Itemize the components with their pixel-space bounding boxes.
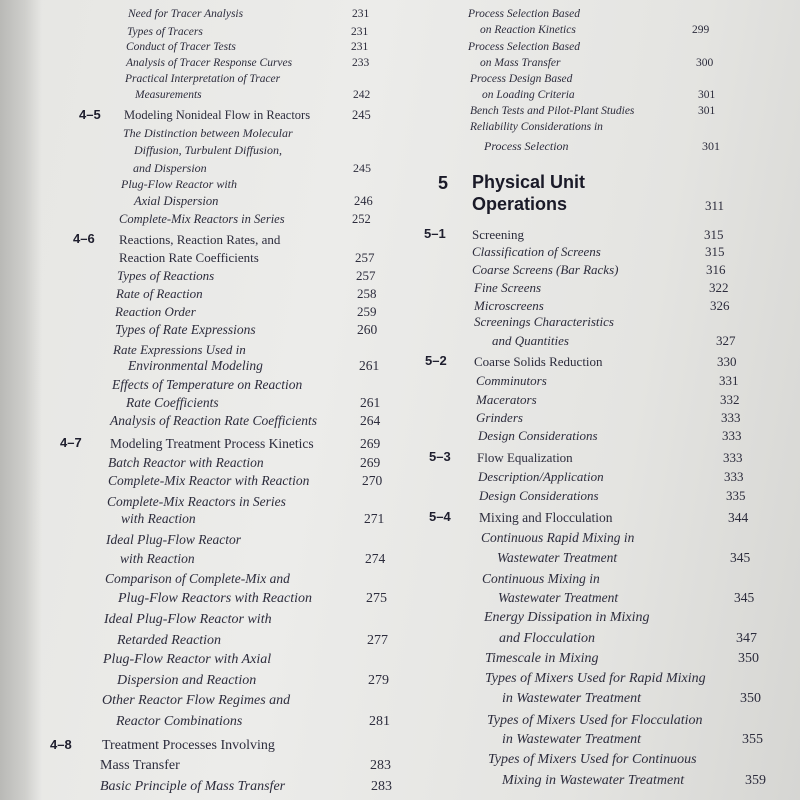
toc-left-entry-title: The Distinction between Molecular [123, 126, 293, 140]
toc-right-section-number: 5–3 [429, 449, 451, 464]
toc-right-page-number: 316 [706, 262, 726, 277]
toc-left-entry-title: Measurements [135, 89, 202, 101]
toc-left-page-number: 281 [369, 714, 390, 729]
toc-left-entry-title: and Dispersion [133, 161, 207, 175]
toc-right-page-number: 344 [728, 510, 749, 525]
toc-right-page-number: 350 [738, 651, 759, 666]
toc-left-page-number: 242 [353, 89, 371, 101]
toc-right-entry-title: Coarse Screens (Bar Racks) [472, 262, 619, 277]
toc-left-page-number: 277 [367, 633, 388, 648]
toc-left-entry-title: Modeling Treatment Process Kinetics [110, 436, 314, 451]
toc-left-page-number: 275 [366, 591, 387, 606]
toc-left-entry-title: Dispersion and Reaction [117, 673, 257, 688]
toc-left-page-number: 269 [360, 455, 381, 470]
toc-left-page-number: 257 [355, 250, 375, 265]
toc-right-page-number: 350 [740, 691, 761, 706]
toc-left-page-number: 283 [371, 779, 392, 794]
toc-right-page-number: 355 [742, 732, 763, 747]
toc-right-section-number: 5–2 [425, 353, 447, 368]
toc-left-page-number: 261 [359, 358, 380, 373]
toc-left-page-number: 245 [352, 108, 371, 122]
toc-right-page-number: 333 [722, 428, 742, 443]
toc-right-entry-title: Screenings Characteristics [474, 314, 614, 329]
toc-right-entry-title: and Quantities [492, 333, 569, 348]
toc-right-entry-title: Macerators [476, 392, 537, 407]
toc-right-entry-title: Reliability Considerations in [470, 121, 603, 133]
toc-right-page-number: 322 [709, 280, 729, 295]
toc-right-entry-title: Mixing in Wastewater Treatment [502, 773, 685, 788]
toc-left-entry-title: Analysis of Reaction Rate Coefficients [110, 413, 317, 428]
toc-right-entry-title: Screening [472, 227, 524, 242]
toc-left-entry-title: Plug-Flow Reactor with Axial [103, 652, 272, 667]
toc-left-entry-title: Types of Rate Expressions [115, 322, 256, 337]
toc-right-entry-title: Comminutors [476, 373, 547, 388]
toc-right-page-number: 327 [716, 333, 736, 348]
toc-right-section-number: 5–4 [429, 509, 451, 524]
toc-right-entry-title: and Flocculation [499, 631, 596, 646]
toc-left-entry-title: Mass Transfer [100, 758, 180, 773]
toc-right-page-number: 301 [698, 89, 716, 101]
toc-right-page-number: 333 [721, 410, 741, 425]
toc-left-page-number: 246 [354, 194, 373, 208]
toc-left-entry-title: Practical Interpretation of Tracer [125, 73, 281, 85]
toc-right-page-number: 332 [720, 392, 740, 407]
toc-left-entry-title: Complete-Mix Reactor with Reaction [108, 473, 310, 488]
toc-left-entry-title: Effects of Temperature on Reaction [112, 377, 303, 392]
toc-right-entry-title: Grinders [476, 410, 523, 425]
toc-right-page-number: 345 [730, 550, 751, 565]
chapter-title-line2: Operations [472, 194, 568, 214]
toc-left-page-number: 271 [364, 511, 385, 526]
toc-left-entry-title: Types of Tracers [127, 26, 203, 38]
toc-right-page-number: 315 [704, 227, 724, 242]
toc-left-page-number: 264 [360, 413, 381, 428]
toc-right-page-number: 301 [698, 105, 716, 117]
toc-left-entry-title: Rate Coefficients [126, 395, 219, 410]
toc-right-entry-title: Process Design Based [470, 73, 573, 85]
toc-left-page-number: 270 [362, 473, 383, 488]
toc-left-entry-title: Axial Dispersion [134, 194, 219, 208]
toc-left-entry-title: Ideal Plug-Flow Reactor with [104, 612, 272, 627]
toc-left-entry-title: Treatment Processes Involving [102, 738, 275, 753]
toc-right-entry-title: Process Selection Based [468, 8, 580, 20]
toc-left-entry-title: with Reaction [120, 551, 195, 566]
chapter-page-number: 311 [705, 198, 725, 213]
toc-right-entry-title: Microscreens [474, 298, 544, 313]
toc-right-entry-title: Process Selection [484, 139, 569, 153]
toc-left-page-number: 269 [360, 436, 381, 451]
toc-left-entry-title: with Reaction [121, 511, 196, 526]
toc-right-entry-title: Bench Tests and Pilot-Plant Studies [470, 105, 635, 117]
toc-right-entry-title: Classification of Screens [472, 244, 601, 259]
toc-left-entry-title: Reaction Order [115, 304, 196, 319]
toc-right-entry-title: in Wastewater Treatment [502, 732, 641, 747]
toc-left-entry-title: Ideal Plug-Flow Reactor [106, 532, 241, 547]
toc-right-entry-title: Process Selection Based [468, 41, 580, 53]
toc-left-page-number: 233 [352, 57, 370, 69]
toc-left-entry-title: Complete-Mix Reactors in Series [119, 212, 285, 226]
toc-right-entry-title: Coarse Solids Reduction [474, 354, 603, 369]
toc-left-entry-title: Comparison of Complete-Mix and [105, 571, 290, 586]
toc-left-entry-title: Complete-Mix Reactors in Series [107, 494, 286, 509]
toc-left-page-number: 231 [352, 8, 370, 20]
toc-left-entry-title: Retarded Reaction [117, 633, 222, 648]
toc-right-entry-title: Continuous Mixing in [482, 571, 600, 586]
toc-right-page-number: 299 [692, 24, 710, 36]
toc-left-entry-title: Analysis of Tracer Response Curves [126, 57, 293, 69]
toc-right-page-number: 326 [710, 298, 730, 313]
toc-left-entry-title: Plug-Flow Reactor with [121, 177, 237, 191]
toc-left-entry-title: Environmental Modeling [128, 358, 263, 373]
toc-right-entry-title: Types of Mixers Used for Continuous [488, 752, 697, 767]
toc-left-entry-title: Basic Principle of Mass Transfer [100, 779, 286, 794]
toc-left-page-number: 274 [365, 551, 386, 566]
toc-left-section-number: 4–5 [79, 107, 101, 122]
toc-right-entry-title: Energy Dissipation in Mixing [484, 610, 650, 625]
toc-left-entry-title: Reactor Combinations [116, 714, 243, 729]
toc-left-section-number: 4–8 [50, 737, 72, 752]
toc-left-page-number: 258 [357, 286, 377, 301]
toc-left-page-number: 279 [368, 673, 389, 688]
toc-right-page-number: 331 [719, 373, 739, 388]
toc-left-entry-title: Conduct of Tracer Tests [126, 41, 236, 53]
toc-right-page-number: 333 [724, 469, 744, 484]
toc-left-page-number: 231 [351, 26, 369, 38]
toc-right-entry-title: Mixing and Flocculation [479, 510, 613, 525]
toc-right-entry-title: Fine Screens [474, 280, 542, 295]
toc-right-entry-title: Timescale in Mixing [485, 651, 599, 666]
toc-right-column [400, 0, 800, 800]
toc-right-entry-title: Wastewater Treatment [498, 590, 619, 605]
toc-left-page-number: 259 [357, 304, 377, 319]
toc-left-entry-title: Reaction Rate Coefficients [119, 250, 259, 265]
toc-right-page-number: 359 [745, 773, 766, 788]
chapter-title-line1: Physical Unit [472, 172, 586, 192]
toc-left-page-number: 261 [360, 395, 381, 410]
toc-right-page-number: 335 [726, 488, 746, 503]
toc-right-entry-title: on Mass Transfer [480, 57, 561, 69]
toc-left-page-number: 245 [353, 161, 371, 175]
toc-right-page-number: 300 [696, 57, 714, 69]
toc-right-entry-title: on Loading Criteria [482, 89, 575, 101]
toc-right-page-number: 333 [723, 450, 743, 465]
toc-right-entry-title: Wastewater Treatment [497, 550, 618, 565]
toc-right-entry-title: Types of Mixers Used for Flocculation [487, 713, 703, 728]
toc-left-entry-title: Need for Tracer Analysis [128, 8, 244, 20]
toc-left-page-number: 257 [356, 268, 376, 283]
toc-left-entry-title: Batch Reactor with Reaction [108, 455, 264, 470]
toc-right-entry-title: in Wastewater Treatment [502, 691, 641, 706]
toc-left-page-number: 252 [352, 212, 371, 226]
toc-left-page-number: 260 [357, 322, 378, 337]
toc-left-section-number: 4–6 [73, 231, 95, 246]
toc-right-entry-title: on Reaction Kinetics [480, 24, 576, 36]
toc-right-page-number: 330 [717, 354, 737, 369]
toc-left-entry-title: Reactions, Reaction Rates, and [119, 232, 281, 247]
toc-right-page-number: 301 [702, 139, 720, 153]
toc-right-entry-title: Design Considerations [479, 488, 599, 503]
toc-right-page-number: 315 [705, 244, 725, 259]
toc-left-entry-title: Modeling Nonideal Flow in Reactors [124, 108, 311, 122]
toc-right-entry-title: Design Considerations [478, 428, 598, 443]
toc-left-page-number: 283 [370, 758, 391, 773]
toc-left-entry-title: Rate of Reaction [116, 286, 203, 301]
toc-right-entry-title: Description/Application [478, 469, 604, 484]
toc-left-entry-title: Diffusion, Turbulent Diffusion, [134, 143, 283, 157]
toc-left-entry-title: Other Reactor Flow Regimes and [102, 693, 291, 708]
toc-left-entry-title: Rate Expressions Used in [113, 342, 246, 357]
chapter-number: 5 [438, 173, 449, 193]
toc-left-section-number: 4–7 [60, 435, 82, 450]
toc-right-entry-title: Types of Mixers Used for Rapid Mixing [485, 671, 706, 686]
toc-left-entry-title: Types of Reactions [117, 268, 215, 283]
toc-right-entry-title: Flow Equalization [477, 450, 573, 465]
toc-left-entry-title: Plug-Flow Reactors with Reaction [118, 591, 313, 606]
toc-right-section-number: 5–1 [424, 226, 446, 241]
toc-right-page-number: 345 [734, 590, 755, 605]
toc-left-page-number: 231 [351, 41, 369, 53]
toc-right-entry-title: Continuous Rapid Mixing in [481, 530, 635, 545]
toc-right-page-number: 347 [736, 631, 757, 646]
